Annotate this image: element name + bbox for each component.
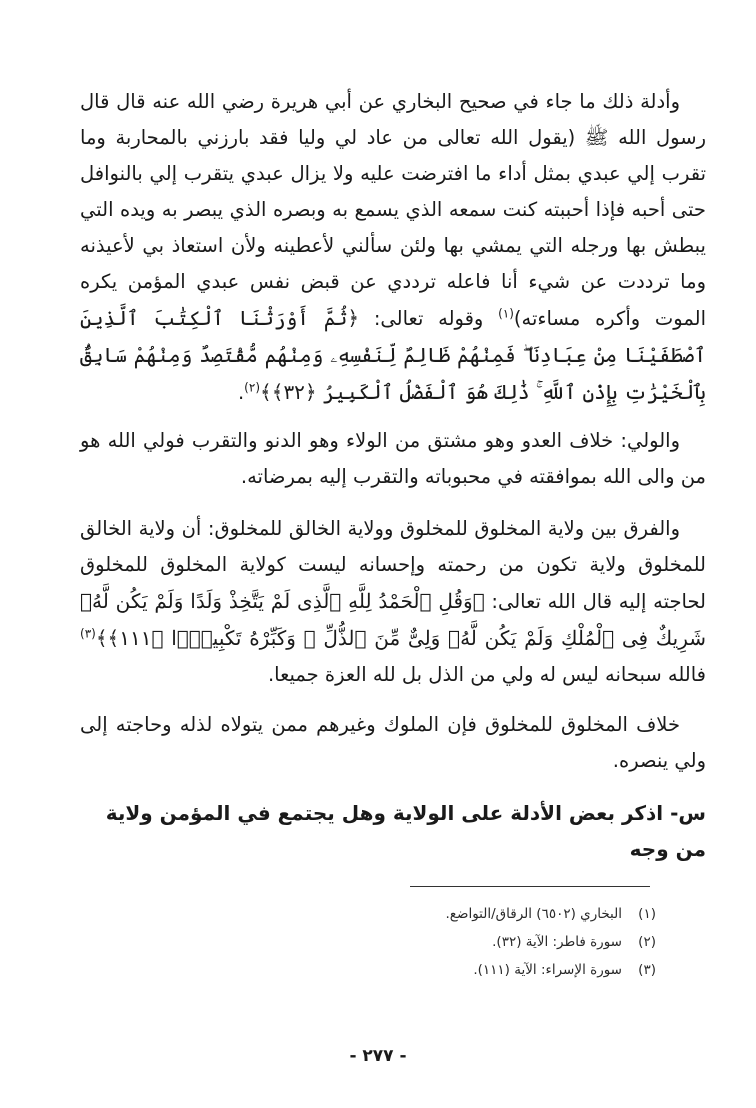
p2-text: والولي: خلاف العدو وهو مشتق من الولاء وهو الدنو والتقرب فولي الله هو من والى الله بموافقته في محبوباته والتقرب إليه بمرضاته.: [80, 429, 706, 488]
p1-line2: قال رسول الله ﷺ (يقول الله تعالى من عاد لي وليا فقد بارزني بالمحاربة وما: [80, 90, 706, 149]
question-heading: س- اذكر بعض الأدلة على الولاية وهل يجتمع في المؤمن ولاية من وجه: [105, 801, 706, 861]
paragraph-creatures: [80, 707, 706, 779]
p3-text-before: والفرق بين ولاية المخلوق للمخلوق وولاية الخالق للمخلوق: أن ولاية الخالق للمخلوق ولاية تكون من رحمته وإحسانه ليست كولاية المخلوق للمخلوق لحاجته إليه قال الله تعالى:: [80, 517, 706, 613]
footnote-number: (٣): [638, 962, 656, 978]
paragraph-difference: [80, 511, 706, 693]
p1-line7: وأكره مساءته): [513, 307, 641, 330]
footnote-text: البخاري (٦٥٠٢) الرقاق/التواضع.: [445, 906, 622, 922]
footnote-item: [356, 956, 656, 984]
p1-end: .: [237, 381, 245, 404]
p1-line3: تقرب إلي عبدي بمثل أداء ما افترضت عليه ولا يزال عبدي يتقرب إلي بالنوافل: [80, 162, 706, 185]
footnotes: [356, 900, 656, 984]
footnote-text: سورة الإسراء: الآية (١١١).: [473, 962, 622, 978]
p1-line1: وأدلة ذلك ما جاء في صحيح البخاري عن أبي هريرة رضي الله عنه قال: [116, 90, 680, 113]
footnote-ref-2: (٢): [244, 380, 260, 395]
quran-verse-fatir: ﴿ثُمَّ أَوْرَثْنَا ٱلْكِتَٰبَ ٱلَّذِينَ ٱصْطَفَيْنَا مِنْ عِبَادِنَا ۖ فَمِنْهُمْ ظَالِمٌ لِّنَفْسِهِۦ وَمِنْهُم مُّقْتَصِدٌ وَمِنْهُمْ سَابِقٌۢ بِٱلْخَيْرَٰتِ بِإِذْنِ ٱللَّهِ ۚ ذَٰلِكَ هُوَ ٱلْفَضْلُ ٱلْكَبِيرُ ﴿٣٢﴾﴾: [80, 306, 706, 404]
footnote-ref-3: (٣): [80, 626, 96, 641]
page-number: - ٢٧٧ -: [349, 1046, 407, 1066]
p4-text: خلاف المخلوق للمخلوق فإن الملوك وغيرهم ممن يتولاه لذله وحاجته إلى ولي ينصره.: [80, 713, 706, 772]
p1-line5: يبطش بها ورجله التي يمشي بها ولئن سألني لأعطينه ولأن استعاذ بي لأعيذنه: [80, 234, 706, 257]
footnote-ref-1: (١): [498, 306, 514, 321]
footnote-item: [356, 928, 656, 956]
page-body: [80, 84, 706, 867]
footnote-number: (١): [638, 906, 656, 922]
footnote-number: (٢): [638, 934, 656, 950]
paragraph-hadith: [80, 84, 706, 411]
p1-line6: وما ترددت عن شيء أنا فاعله ترددي عن قبض نفس عبدي المؤمن يكره الموت: [80, 270, 706, 330]
p3-text-after: فالله سبحانه ليس له ولي من الذل بل لله العزة جميعا.: [267, 663, 706, 686]
quran-verse-isra: ﴿وَقُلِ ٱلْحَمْدُ لِلَّهِ ٱلَّذِى لَمْ يَتَّخِذْ وَلَدًا وَلَمْ يَكُن لَّهُۥ شَرِيكٌ فِى ٱلْمُلْكِ وَلَمْ يَكُن لَّهُۥ وَلِىٌّ مِّنَ ٱلذُّلِّ ۖ وَكَبِّرْهُ تَكْبِيرًۢا ﴿١١١﴾﴾: [80, 589, 706, 650]
footnote-item: [356, 900, 656, 928]
paragraph-wali-definition: [80, 423, 706, 495]
footnote-divider: [410, 886, 650, 887]
p1-line4: حتى أحبه فإذا أحببته كنت سمعه الذي يسمع به وبصره الذي يبصر به ويده التي: [80, 198, 706, 221]
footnote-text: سورة فاطر: الآية (٣٢).: [492, 934, 622, 950]
p1-line7-tail: وقوله تعالى:: [373, 307, 499, 330]
